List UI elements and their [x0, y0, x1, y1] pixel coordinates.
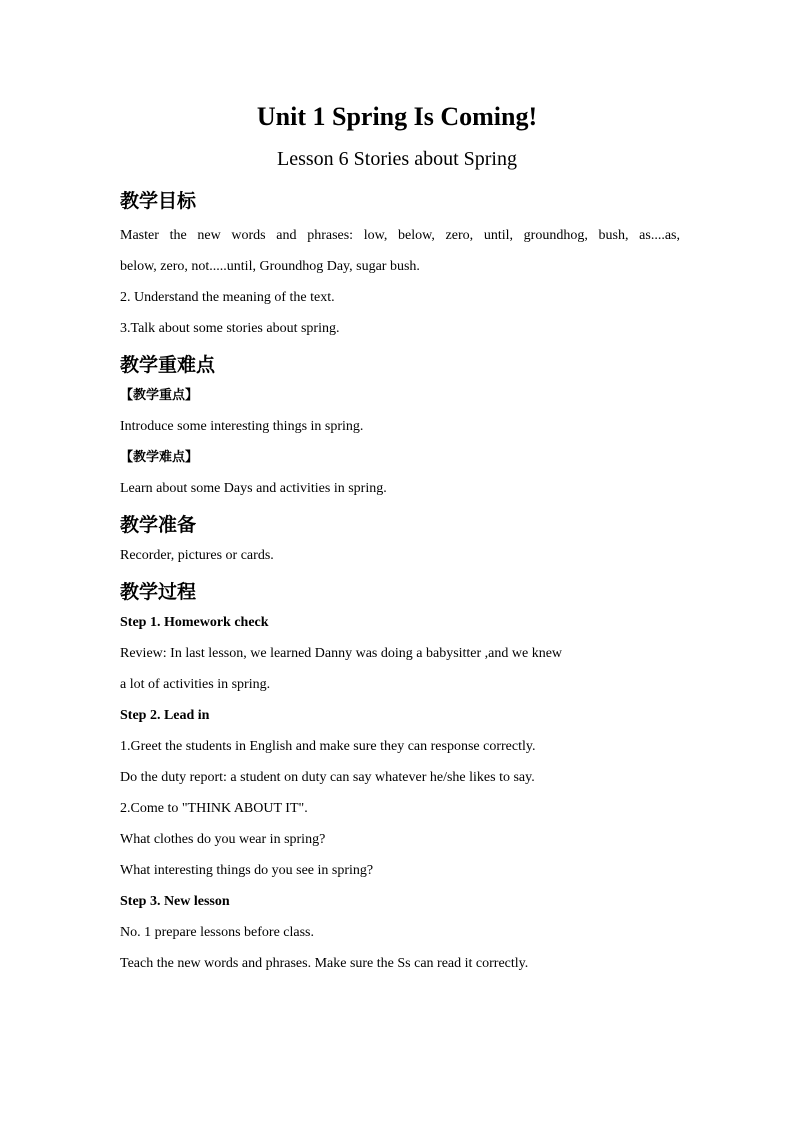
process-heading: 教学过程 — [120, 581, 197, 603]
objectives-line-2: below, zero, not.....until, Groundhog Day, sugar bush. — [120, 259, 420, 274]
step2-line-4: What clothes do you wear in spring? — [120, 832, 326, 847]
objectives-line-4: 3.Talk about some stories about spring. — [120, 321, 340, 336]
focus-text: Introduce some interesting things in spring. — [120, 419, 364, 434]
objectives-line-1: Master the new words and phrases: low, below, zero, until, groundhog, bush, as....as, — [120, 228, 680, 243]
difficulty-tag: 【教学难点】 — [120, 450, 199, 465]
keypoints-heading: 教学重难点 — [120, 354, 216, 376]
difficulty-text: Learn about some Days and activities in spring. — [120, 481, 387, 496]
step2-line-5: What interesting things do you see in spring? — [120, 863, 374, 878]
document-title: Unit 1 Spring Is Coming! — [256, 102, 538, 131]
step1-line-2: a lot of activities in spring. — [120, 677, 271, 692]
step2-title: Step 2. Lead in — [120, 708, 210, 723]
step2-line-2: Do the duty report: a student on duty can say whatever he/she likes to say. — [120, 770, 535, 785]
step2-line-3: 2.Come to "THINK ABOUT IT". — [120, 801, 308, 816]
preparation-text: Recorder, pictures or cards. — [120, 548, 274, 563]
step3-line-1: No. 1 prepare lessons before class. — [120, 925, 314, 940]
focus-tag: 【教学重点】 — [120, 388, 199, 403]
preparation-heading: 教学准备 — [120, 514, 197, 536]
document-body — [120, 186, 680, 979]
step2-line-1: 1.Greet the students in English and make sure they can response correctly. — [120, 739, 536, 754]
step1-line-1: Review: In last lesson, we learned Danny was doing a babysitter ,and we knew — [120, 646, 563, 661]
step3-line-2: Teach the new words and phrases. Make sure the Ss can read it correctly. — [120, 956, 529, 971]
document-subtitle: Lesson 6 Stories about Spring — [277, 148, 517, 170]
step1-title: Step 1. Homework check — [120, 615, 269, 630]
objectives-heading: 教学目标 — [120, 190, 197, 212]
step3-title: Step 3. New lesson — [120, 894, 230, 909]
objectives-line-3: 2. Understand the meaning of the text. — [120, 290, 335, 305]
